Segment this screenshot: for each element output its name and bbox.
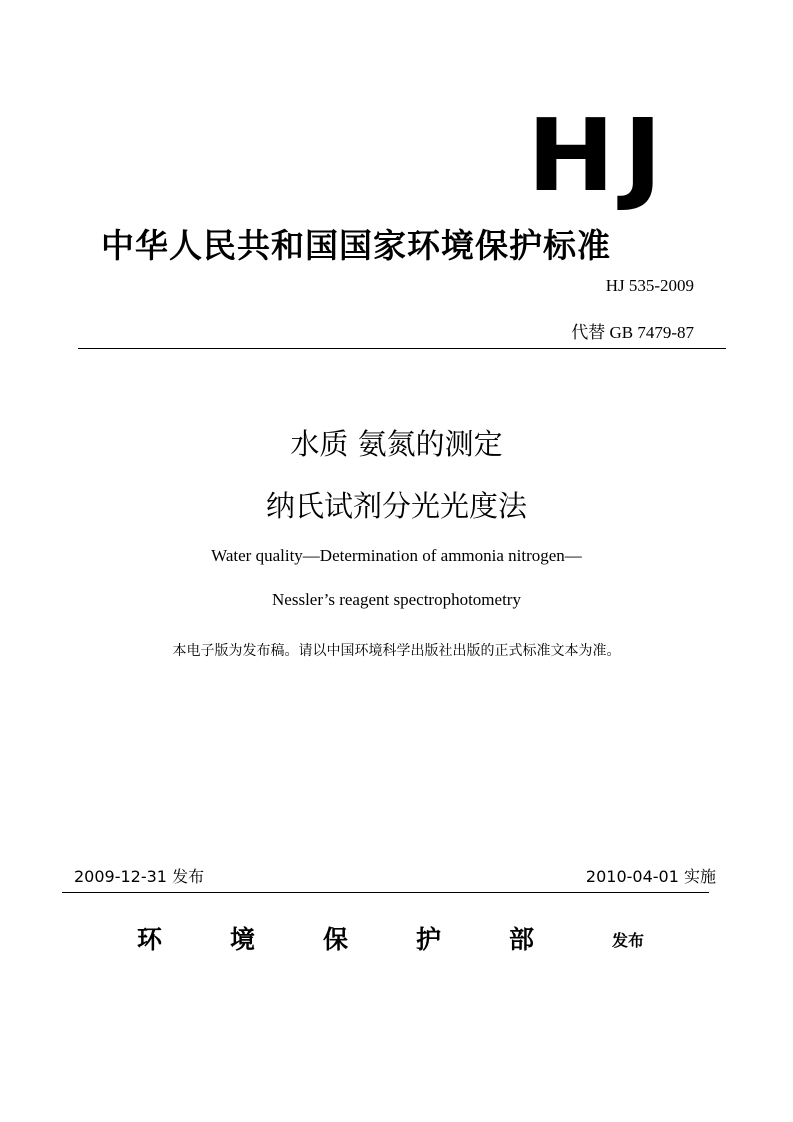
title-en-line2: Nessler’s reagent spectrophotometry bbox=[272, 590, 521, 609]
title-en-line1: Water quality—Determination of ammonia nitrogen— bbox=[211, 546, 582, 565]
title-cn-line1: 水质 氨氮的测定 bbox=[290, 427, 503, 461]
ministry-char: 环 bbox=[137, 925, 163, 954]
issue-date: 2009-12-31 发布 bbox=[74, 867, 205, 886]
issuing-ministry bbox=[137, 920, 602, 956]
standard-type-heading: 中华人民共和国国家环境保护标准 bbox=[101, 226, 611, 265]
bottom-divider bbox=[62, 892, 709, 893]
ministry-char: 护 bbox=[416, 925, 442, 954]
standard-number: HJ 535-2009 bbox=[605, 276, 694, 295]
top-divider bbox=[78, 348, 726, 349]
electronic-version-note: 本电子版为发布稿。请以中国环境科学出版社出版的正式标准文本为准。 bbox=[172, 643, 621, 659]
ministry-char: 部 bbox=[509, 925, 535, 954]
hj-logo: HJ bbox=[527, 97, 671, 214]
publish-label: 发布 bbox=[612, 931, 645, 950]
replaces-standard: 代替 GB 7479-87 bbox=[571, 323, 694, 342]
implementation-date: 2010-04-01 实施 bbox=[585, 867, 716, 886]
ministry-char: 保 bbox=[323, 925, 349, 954]
ministry-char: 境 bbox=[230, 925, 256, 954]
title-cn-line2: 纳氏试剂分光光度法 bbox=[265, 489, 527, 523]
